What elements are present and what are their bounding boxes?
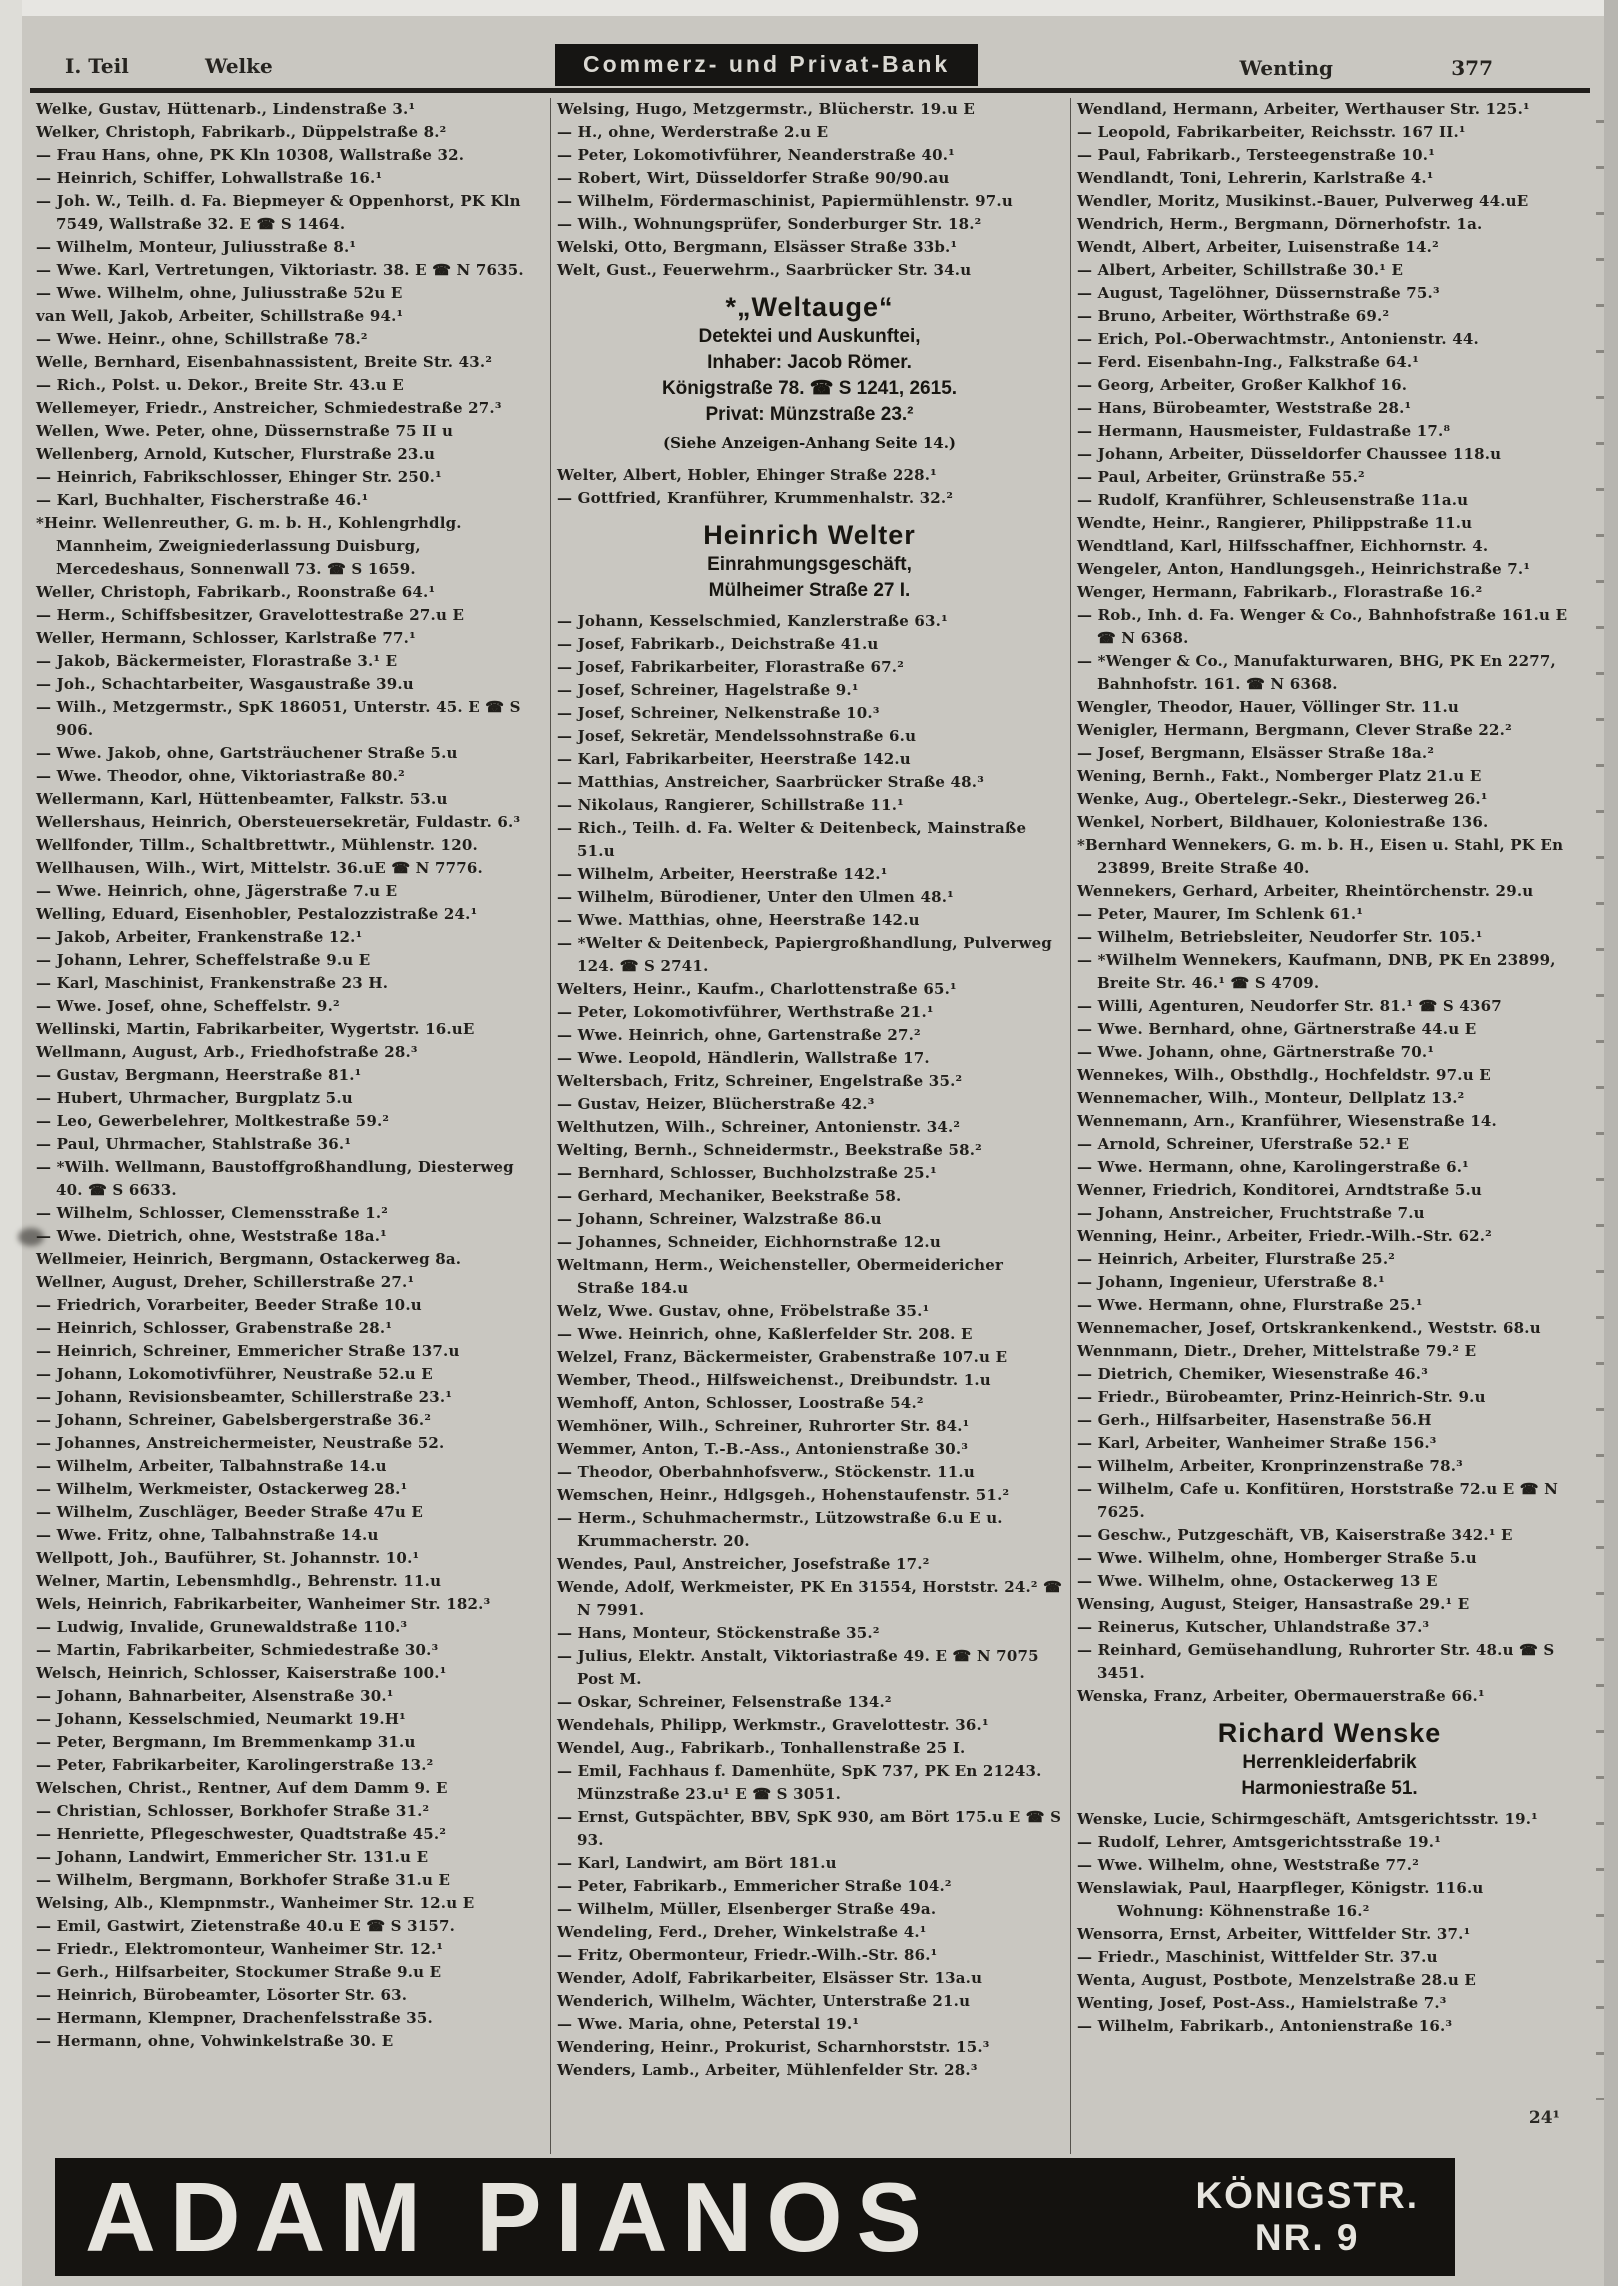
directory-entry: — Geschw., Putzgeschäft, VB, Kaiserstraße 342.¹ E — [1077, 1526, 1513, 1544]
page-header — [40, 44, 1588, 86]
directory-entry: — Wilhelm, Arbeiter, Kronprinzenstraße 78.³ — [1077, 1457, 1463, 1475]
directory-entry: — Johann, Schreiner, Gabelsbergerstraße 36.² — [36, 1411, 432, 1429]
directory-column-2 — [550, 98, 1070, 2154]
directory-entry: — Wilhelm, Bürodiener, Unter den Ulmen 48.¹ — [557, 888, 954, 906]
directory-entry: — Johannes, Schneider, Eichhornstraße 12.u — [557, 1233, 941, 1251]
directory-entry: Wellner, August, Dreher, Schillerstraße 27.¹ — [36, 1273, 415, 1291]
directory-entry: — Gottfried, Kranführer, Krummenhalstr. 32.² — [557, 489, 954, 507]
scan-edge-right — [1604, 0, 1618, 2286]
directory-entry: — Wilhelm, Fördermaschinist, Papiermühlenstr. 97.u — [557, 192, 1013, 210]
directory-entry: — Wwe. Jakob, ohne, Gartsträuchener Straße 5.u — [36, 744, 458, 762]
directory-entry: Wengler, Theodor, Hauer, Völlinger Str. 11.u — [1077, 698, 1459, 716]
directory-entry: — Christian, Schlosser, Borkhofer Straße 31.² — [36, 1802, 430, 1820]
directory-entry: Wennekes, Wilh., Obsthdlg., Hochfeldstr. 97.u E — [1077, 1066, 1491, 1084]
directory-entry: — Dietrich, Chemiker, Wiesenstraße 46.³ — [1077, 1365, 1428, 1383]
directory-entry: Welzel, Franz, Bäckermeister, Grabenstraße 107.u E — [557, 1348, 1008, 1366]
directory-entry: Weltersbach, Fritz, Schreiner, Engelstraße 35.² — [557, 1072, 963, 1090]
directory-entry: Wenner, Friedrich, Konditorei, Arndtstraße 5.u — [1077, 1181, 1482, 1199]
adam-pianos-ad-banner — [55, 2158, 1455, 2276]
directory-entry: — Leo, Gewerbelehrer, Moltkestraße 59.² — [36, 1112, 390, 1130]
directory-entry: — Rob., Inh. d. Fa. Wenger & Co., Bahnhofstraße 161.u E ☎ N 6368. — [1077, 606, 1568, 647]
directory-entry: — Johann, Lehrer, Scheffelstraße 9.u E — [36, 951, 371, 969]
directory-entry: — Wwe. Matthias, ohne, Heerstraße 142.u — [557, 911, 920, 929]
directory-entry: — Peter, Fabrikarbeiter, Karolingerstraße 13.² — [36, 1756, 434, 1774]
directory-entry: Wennmann, Dietr., Dreher, Mittelstraße 79.² E — [1077, 1342, 1477, 1360]
directory-entry: Welz, Wwe. Gustav, ohne, Fröbelstraße 35.¹ — [557, 1302, 930, 1320]
directory-entry: Wellinski, Martin, Fabrikarbeiter, Wygertstr. 16.uE — [36, 1020, 475, 1038]
directory-entry: — Friedrich, Vorarbeiter, Beeder Straße 10.u — [36, 1296, 422, 1314]
directory-entry: — *Welter & Deitenbeck, Papiergroßhandlung, Pulverweg 124. ☎ S 2741. — [557, 934, 1052, 975]
directory-entry: — Joh., Schachtarbeiter, Wasgaustraße 39.u — [36, 675, 414, 693]
directory-entry: — Wwe. Maria, ohne, Peterstal 19.¹ — [557, 2015, 860, 2033]
directory-entry: Wendt, Albert, Arbeiter, Luisenstraße 14.² — [1077, 238, 1439, 256]
directory-entry: Welters, Heinr., Kaufm., Charlottenstraße 65.¹ — [557, 980, 957, 998]
directory-entry: — Peter, Fabrikarb., Emmericher Straße 104.² — [557, 1877, 952, 1895]
directory-entry: — Frau Hans, ohne, PK Kln 10308, Wallstraße 32. — [36, 146, 465, 164]
directory-entry: — *Wilhelm Wennekers, Kaufmann, DNB, PK En 23899, Breite Str. 46.¹ ☎ S 4709. — [1077, 951, 1556, 992]
directory-entry: — Johann, Kesselschmied, Neumarkt 19.H¹ — [36, 1710, 406, 1728]
directory-entry: Wenska, Franz, Arbeiter, Obermauerstraße 66.¹ — [1077, 1687, 1485, 1705]
scan-edge-top — [0, 0, 1618, 16]
directory-entry: — Wwe. Leopold, Händlerin, Wallstraße 17. — [557, 1049, 930, 1067]
directory-entry: — Peter, Lokomotivführer, Werthstraße 21.¹ — [557, 1003, 934, 1021]
directory-entry: *Bernhard Wennekers, G. m. b. H., Eisen u. Stahl, PK En 23899, Breite Straße 40. — [1077, 836, 1564, 877]
directory-entry: Welting, Bernh., Schneidermstr., Beekstraße 58.² — [557, 1141, 982, 1159]
directory-entry: Wellmeier, Heinrich, Bergmann, Ostackerweg 8a. — [36, 1250, 462, 1268]
directory-entry: Wende, Adolf, Werkmeister, PK En 31554, Horststr. 24.² ☎ N 7991. — [557, 1578, 1062, 1619]
page-number: 377 — [1451, 56, 1493, 80]
directory-entry: Wennemacher, Wilh., Monteur, Dellplatz 13.² — [1077, 1089, 1465, 1107]
directory-entry: — Heinrich, Arbeiter, Flurstraße 25.² — [1077, 1250, 1396, 1268]
directory-entry: Wengeler, Anton, Handlungsgeh., Heinrichstraße 7.¹ — [1077, 560, 1531, 578]
directory-entry: — Joh. W., Teilh. d. Fa. Biepmeyer & Oppenhorst, PK Kln 7549, Wallstraße 32. E ☎ S 1464. — [36, 192, 521, 233]
directory-entry: — Wwe. Bernhard, ohne, Gärtnerstraße 44.u E — [1077, 1020, 1477, 1038]
directory-entry: — Heinrich, Fabrikschlosser, Ehinger Str. 250.¹ — [36, 468, 442, 486]
directory-entry: — Albert, Arbeiter, Schillstraße 30.¹ E — [1077, 261, 1404, 279]
directory-entry: — Wwe. Josef, ohne, Scheffelstr. 9.² — [36, 997, 340, 1015]
ad-line: (Siehe Anzeigen-Anhang Seite 14.) — [662, 434, 957, 452]
directory-entry: — Wilhelm, Zuschläger, Beeder Straße 47u E — [36, 1503, 424, 1521]
directory-entry: Wenske, Lucie, Schirmgeschäft, Amtsgerichtsstr. 19.¹ — [1077, 1810, 1538, 1828]
directory-entry: — Rudolf, Lehrer, Amtsgerichtsstraße 19.¹ — [1077, 1833, 1442, 1851]
directory-entry: Wennemacher, Josef, Ortskrankenkend., Weststr. 68.u — [1077, 1319, 1541, 1337]
directory-entry: — Rudolf, Kranführer, Schleusenstraße 11a.u — [1077, 491, 1469, 509]
directory-entry: Wels, Heinrich, Fabrikarbeiter, Wanheimer Str. 182.³ — [36, 1595, 491, 1613]
directory-entry: — Arnold, Schreiner, Uferstraße 52.¹ E — [1077, 1135, 1410, 1153]
directory-entry: — Hermann, Hausmeister, Fuldastraße 17.⁸ — [1077, 422, 1451, 440]
directory-entry: Wendland, Hermann, Arbeiter, Werthauser Str. 125.¹ — [1077, 100, 1530, 118]
directory-entry: Wember, Theod., Hilfsweichenst., Dreibundstr. 1.u — [557, 1371, 991, 1389]
directory-entry: — Herm., Schuhmachermstr., Lützowstraße 6.u E u. Krummacherstr. 20. — [557, 1509, 1003, 1550]
directory-entry: — Wwe. Wilhelm, ohne, Homberger Straße 5.u — [1077, 1549, 1477, 1567]
directory-entry: Wendes, Paul, Anstreicher, Josefstraße 17.² — [557, 1555, 930, 1573]
ad-address-text — [1195, 2175, 1455, 2259]
directory-entry: — Gerh., Hilfsarbeiter, Stockumer Straße 9.u E — [36, 1963, 442, 1981]
directory-entry: — Martin, Fabrikarbeiter, Schmiedestraße 30.³ — [36, 1641, 439, 1659]
directory-entry: — Friedr., Elektromonteur, Wanheimer Str. 12.¹ — [36, 1940, 444, 1958]
directory-entry: — Josef, Fabrikarbeiter, Florastraße 67.² — [557, 658, 904, 676]
directory-entry: — Johann, Revisionsbeamter, Schillerstraße 23.¹ — [36, 1388, 453, 1406]
directory-entry: Welthutzen, Wilh., Schreiner, Antonienstr. 34.² — [557, 1118, 961, 1136]
ad-line: Richard Wenske — [1217, 1718, 1442, 1748]
directory-entry: — Hans, Monteur, Stöckenstraße 35.² — [557, 1624, 880, 1642]
directory-entry: — Wilhelm, Monteur, Juliusstraße 8.¹ — [36, 238, 357, 256]
directory-entry: Wendehals, Philipp, Werkmstr., Gravelottestr. 36.¹ — [557, 1716, 989, 1734]
directory-entry: — Heinrich, Schiffer, Lohwallstraße 16.¹ — [36, 169, 383, 187]
ad-line: Mülheimer Straße 27 I. — [708, 580, 911, 601]
directory-entry: — Oskar, Schreiner, Felsenstraße 134.² — [557, 1693, 892, 1711]
directory-entry: Wenke, Aug., Obertelegr.-Sekr., Diesterweg 26.¹ — [1077, 790, 1488, 808]
directory-entry: Wennemann, Arn., Kranführer, Wiesenstraße 14. — [1077, 1112, 1497, 1130]
directory-entry: van Well, Jakob, Arbeiter, Schillstraße 94.¹ — [36, 307, 404, 325]
directory-entry: — Emil, Gastwirt, Zietenstraße 40.u E ☎ S 3157. — [36, 1917, 456, 1935]
directory-entry: — Josef, Fabrikarb., Deichstraße 41.u — [557, 635, 879, 653]
directory-entry: — Karl, Landwirt, am Bört 181.u — [557, 1854, 837, 1872]
richard-wenske-ad — [1077, 1716, 1582, 1802]
directory-entry: Wellmann, August, Arb., Friedhofstraße 28.³ — [36, 1043, 418, 1061]
directory-entry: — Herm., Schiffsbesitzer, Gravelottestraße 27.u E — [36, 606, 465, 624]
directory-entry: Wendering, Heinr., Prokurist, Scharnhorststr. 15.³ — [557, 2038, 990, 2056]
directory-entry: Wendler, Moritz, Musikinst.-Bauer, Pulverweg 44.uE — [1077, 192, 1529, 210]
header-rule — [30, 88, 1590, 93]
directory-entry: — Peter, Bergmann, Im Bremmenkamp 31.u — [36, 1733, 416, 1751]
directory-entry: Weltmann, Herm., Weichensteller, Obermeidericher Straße 184.u — [557, 1256, 1004, 1297]
directory-entry: Welling, Eduard, Eisenhobler, Pestalozzistraße 24.¹ — [36, 905, 478, 923]
ad-line: Einrahmungsgeschäft, — [707, 554, 912, 575]
directory-entry: — Rich., Teilh. d. Fa. Welter & Deitenbeck, Mainstraße 51.u — [557, 819, 1027, 860]
directory-entry: Wemmer, Anton, T.-B.-Ass., Antonienstraße 30.³ — [557, 1440, 969, 1458]
directory-column-3 — [1070, 98, 1590, 2154]
directory-entry: Wellershaus, Heinrich, Obersteuersekretär, Fuldastr. 6.³ — [36, 813, 521, 831]
ad-line: *„Weltauge“ — [725, 292, 894, 322]
first-entry-keyword: Welke — [205, 54, 273, 78]
directory-entry: — Bernhard, Schlosser, Buchholzstraße 25.¹ — [557, 1164, 937, 1182]
ad-address-line1: KÖNIGSTR. — [1195, 2175, 1419, 2216]
directory-entry: — Ludwig, Invalide, Grunewaldstraße 110.³ — [36, 1618, 408, 1636]
directory-entry: Wellemeyer, Friedr., Anstreicher, Schmiedestraße 27.³ — [36, 399, 502, 417]
directory-entry: Wendel, Aug., Fabrikarb., Tonhallenstraße 25 I. — [557, 1739, 966, 1757]
ad-line: Königstraße 78. ☎ S 1241, 2615. — [661, 378, 958, 399]
directory-entry: — Wilhelm, Werkmeister, Ostackerweg 28.¹ — [36, 1480, 408, 1498]
page-edge-marks — [1596, 120, 1604, 2100]
directory-column-1 — [30, 98, 550, 2154]
scan-edge-left — [0, 0, 22, 2286]
directory-entry: — Paul, Arbeiter, Grünstraße 55.² — [1077, 468, 1365, 486]
directory-entry: Wenning, Heinr., Arbeiter, Friedr.-Wilh.-Str. 62.² — [1077, 1227, 1492, 1245]
directory-entry: Wellhausen, Wilh., Wirt, Mittelstr. 36.uE ☎ N 7776. — [36, 859, 483, 877]
directory-entry: — Wilhelm, Bergmann, Borkhofer Straße 31.u E — [36, 1871, 451, 1889]
directory-entry: — Wwe. Heinrich, ohne, Gartenstraße 27.² — [557, 1026, 921, 1044]
directory-entry: — Julius, Elektr. Anstalt, Viktoriastraße 49. E ☎ N 7075 Post M. — [557, 1647, 1039, 1688]
directory-entry: — Johann, Kesselschmied, Kanzlerstraße 63.¹ — [557, 612, 948, 630]
directory-entry: Weller, Hermann, Schlosser, Karlstraße 77.¹ — [36, 629, 416, 647]
directory-entry: Wender, Adolf, Fabrikarbeiter, Elsässer Str. 13a.u — [557, 1969, 983, 1987]
directory-entry: Wening, Bernh., Fakt., Nomberger Platz 21.u E — [1077, 767, 1482, 785]
directory-entry: Welsch, Heinrich, Schlosser, Kaiserstraße 100.¹ — [36, 1664, 447, 1682]
directory-entry: Wenger, Hermann, Fabrikarb., Florastraße 16.² — [1077, 583, 1483, 601]
directory-entry: — H., ohne, Werderstraße 2.u E — [557, 123, 829, 141]
directory-entry: — Ernst, Gutspächter, BBV, SpK 930, am Bört 175.u E ☎ S 93. — [557, 1808, 1062, 1849]
directory-entry: Welke, Gustav, Hüttenarb., Lindenstraße 3.¹ — [36, 100, 416, 118]
directory-entry: Wendte, Heinr., Rangierer, Philippstraße 11.u — [1077, 514, 1473, 532]
directory-entry: Welt, Gust., Feuerwehrm., Saarbrücker Str. 34.u — [557, 261, 972, 279]
directory-entry: Wensing, August, Steiger, Hansastraße 29.¹ E — [1077, 1595, 1470, 1613]
directory-entry: — Josef, Schreiner, Nelkenstraße 10.³ — [557, 704, 880, 722]
directory-entry: Wemhoff, Anton, Schlosser, Loostraße 54.² — [557, 1394, 924, 1412]
directory-entry: — Hubert, Uhrmacher, Burgplatz 5.u — [36, 1089, 353, 1107]
directory-entry: — Gustav, Heizer, Blücherstraße 42.³ — [557, 1095, 875, 1113]
ad-line: Privat: Münzstraße 23.² — [705, 404, 914, 425]
directory-entry: — Leopold, Fabrikarbeiter, Reichsstr. 167 II.¹ — [1077, 123, 1466, 141]
directory-entry: Wendtland, Karl, Hilfsschaffner, Eichhornstr. 4. — [1077, 537, 1489, 555]
directory-entry: — Paul, Uhrmacher, Stahlstraße 36.¹ — [36, 1135, 352, 1153]
directory-entry: — Karl, Arbeiter, Wanheimer Straße 156.³ — [1077, 1434, 1437, 1452]
directory-entry: — Wwe. Heinr., ohne, Schillstraße 78.² — [36, 330, 368, 348]
directory-entry: — Johann, Landwirt, Emmericher Str. 131.u E — [36, 1848, 429, 1866]
directory-entry: — Johann, Lokomotivführer, Neustraße 52.u E — [36, 1365, 433, 1383]
directory-entry: — Wilhelm, Fabrikarb., Antonienstraße 16.³ — [1077, 2017, 1453, 2035]
directory-entry: — Wwe. Dietrich, ohne, Weststraße 18a.¹ — [36, 1227, 387, 1245]
directory-entry: — Hermann, Klempner, Drachenfelsstraße 35. — [36, 2009, 433, 2027]
directory-entry: — Karl, Maschinist, Frankenstraße 23 H. — [36, 974, 389, 992]
directory-entry: — Henriette, Pflegeschwester, Quadtstraße 45.² — [36, 1825, 447, 1843]
directory-entry: — Ferd. Eisenbahn-Ing., Falkstraße 64.¹ — [1077, 353, 1420, 371]
directory-entry: — Johann, Ingenieur, Uferstraße 8.¹ — [1077, 1273, 1385, 1291]
directory-entry: Wennekers, Gerhard, Arbeiter, Rheintörchenstr. 29.u — [1077, 882, 1534, 900]
directory-entry: — Jakob, Bäckermeister, Florastraße 3.¹ E — [36, 652, 398, 670]
directory-entry: Wenting, Josef, Post-Ass., Hamielstraße 7.³ — [1077, 1994, 1447, 2012]
directory-entry: — *Wilh. Wellmann, Baustoffgroßhandlung, Diesterweg 40. ☎ S 6633. — [36, 1158, 514, 1199]
directory-entry: Wenslawiak, Paul, Haarpfleger, Königstr. 116.u — [1077, 1879, 1484, 1897]
directory-entry: — Johannes, Anstreichermeister, Neustraße 52. — [36, 1434, 445, 1452]
directory-entry: — Johann, Bahnarbeiter, Alsenstraße 30.¹ — [36, 1687, 394, 1705]
directory-entry: — Johann, Arbeiter, Düsseldorfer Chaussee 118.u — [1077, 445, 1502, 463]
directory-entry: Wensorra, Ernst, Arbeiter, Wittfelder Str. 37.¹ — [1077, 1925, 1471, 1943]
directory-entry: — Wilhelm, Schlosser, Clemensstraße 1.² — [36, 1204, 389, 1222]
directory-entry: Wenta, August, Postbote, Menzelstraße 28.u E — [1077, 1971, 1477, 1989]
directory-entry: Wellfonder, Tillm., Schaltbrettwtr., Mühlenstr. 120. — [36, 836, 478, 854]
directory-entry: — Josef, Sekretär, Mendelssohnstraße 6.u — [557, 727, 917, 745]
ad-address-line2: NR. 9 — [1254, 2217, 1360, 2258]
directory-entry: — Wwe. Hermann, ohne, Karolingerstraße 6.¹ — [1077, 1158, 1469, 1176]
directory-entry: — Willi, Agenturen, Neudorfer Str. 81.¹ ☎ S 4367 — [1077, 997, 1502, 1015]
directory-entry: — Wilh., Metzgermstr., SpK 186051, Unterstr. 45. E ☎ S 906. — [36, 698, 521, 739]
directory-entry: — Johann, Schreiner, Walzstraße 86.u — [557, 1210, 882, 1228]
directory-entry: Wellenberg, Arnold, Kutscher, Flurstraße 23.u — [36, 445, 436, 463]
directory-entry: Wellen, Wwe. Peter, ohne, Düssernstraße 75 II u — [36, 422, 454, 440]
directory-entry: — Wilhelm, Arbeiter, Talbahnstraße 14.u — [36, 1457, 387, 1475]
directory-entry: — Wwe. Wilhelm, ohne, Ostackerweg 13 E — [1077, 1572, 1438, 1590]
directory-entry: Wendlandt, Toni, Lehrerin, Karlstraße 4.¹ — [1077, 169, 1434, 187]
directory-entry: Wenders, Lamb., Arbeiter, Mühlenfelder Str. 28.³ — [557, 2061, 978, 2079]
directory-entry: — Karl, Buchhalter, Fischerstraße 46.¹ — [36, 491, 369, 509]
directory-entry: — Erich, Pol.-Oberwachtmstr., Antonienstr. 44. — [1077, 330, 1479, 348]
directory-entry: — Robert, Wirt, Düsseldorfer Straße 90/90.au — [557, 169, 950, 187]
directory-entry: — Karl, Fabrikarbeiter, Heerstraße 142.u — [557, 750, 911, 768]
directory-entry: — Matthias, Anstreicher, Saarbrücker Straße 48.³ — [557, 773, 984, 791]
directory-entry: — Johann, Anstreicher, Fruchtstraße 7.u — [1077, 1204, 1425, 1222]
directory-entry: Welsing, Hugo, Metzgermstr., Blücherstr. 19.u E — [557, 100, 975, 118]
directory-entry: — Wwe. Hermann, ohne, Flurstraße 25.¹ — [1077, 1296, 1423, 1314]
directory-entry: — Wwe. Heinrich, ohne, Kaßlerfelder Str. 208. E — [557, 1325, 973, 1343]
directory-entry: — Hans, Bürobeamter, Weststraße 28.¹ — [1077, 399, 1412, 417]
directory-entry: — Wwe. Theodor, ohne, Viktoriastraße 80.² — [36, 767, 405, 785]
ad-brand-text: ADAM PIANOS — [85, 2162, 936, 2272]
directory-entry: — Peter, Maurer, Im Schlenk 61.¹ — [1077, 905, 1364, 923]
directory-entry: — Hermann, ohne, Vohwinkelstraße 30. E — [36, 2032, 394, 2050]
directory-entry: Wellermann, Karl, Hüttenbeamter, Falkstr. 53.u — [36, 790, 448, 808]
directory-entry: Welter, Albert, Hobler, Ehinger Straße 228.¹ — [557, 466, 937, 484]
directory-entry: — August, Tagelöhner, Düssernstraße 75.³ — [1077, 284, 1440, 302]
directory-entry: Weller, Christoph, Fabrikarb., Roonstraße 64.¹ — [36, 583, 436, 601]
directory-entry: — Theodor, Oberbahnhofsverw., Stöckenstr. 11.u — [557, 1463, 975, 1481]
heinrich-welter-ad — [557, 518, 1062, 604]
directory-entry: Wenigler, Hermann, Bergmann, Clever Straße 22.² — [1077, 721, 1512, 739]
directory-entry: — Bruno, Arbeiter, Wörthstraße 69.² — [1077, 307, 1390, 325]
directory-entry: — Reinhard, Gemüsehandlung, Ruhrorter Str. 48.u ☎ S 3451. — [1077, 1641, 1555, 1682]
directory-entry: Wenderich, Wilhelm, Wächter, Unterstraße 21.u — [557, 1992, 971, 2010]
section-label: I. Teil — [65, 54, 129, 78]
directory-entry: — Fritz, Obermonteur, Friedr.-Wilh.-Str. 86.¹ — [557, 1946, 938, 1964]
directory-entry: — Wwe. Wilhelm, ohne, Weststraße 77.² — [1077, 1856, 1419, 1874]
directory-entry: Welsing, Alb., Klempnmstr., Wanheimer Str. 12.u E — [36, 1894, 475, 1912]
last-entry-keyword: Wenting — [1239, 56, 1333, 80]
directory-entry: — Wilhelm, Betriebsleiter, Neudorfer Str. 105.¹ — [1077, 928, 1483, 946]
directory-entry: — Wilhelm, Cafe u. Konfitüren, Horststraße 72.u E ☎ N 7625. — [1077, 1480, 1558, 1521]
directory-entry: Welski, Otto, Bergmann, Elsässer Straße 33b.¹ — [557, 238, 958, 256]
directory-entry: — Friedr., Maschinist, Wittfelder Str. 37.u — [1077, 1948, 1438, 1966]
directory-entry: — Rich., Polst. u. Dekor., Breite Str. 43.u E — [36, 376, 404, 394]
directory-entry: — Wwe. Fritz, ohne, Talbahnstraße 14.u — [36, 1526, 379, 1544]
directory-entry: — Wwe. Karl, Vertretungen, Viktoriastr. 38. E ☎ N 7635. — [36, 261, 524, 279]
directory-entry: Wendrich, Herm., Bergmann, Dörnerhofstr. 1a. — [1077, 215, 1483, 233]
directory-entry: — Heinrich, Schlosser, Grabenstraße 28.¹ — [36, 1319, 393, 1337]
directory-entry: Welker, Christoph, Fabrikarb., Düppelstraße 8.² — [36, 123, 447, 141]
directory-entry: — Wilh., Wohnungsprüfer, Sonderburger Str. 18.² — [557, 215, 982, 233]
directory-entry: — Nikolaus, Rangierer, Schillstraße 11.¹ — [557, 796, 904, 814]
directory-entry: — Wilhelm, Müller, Elsenberger Straße 49a. — [557, 1900, 937, 1918]
directory-entry: — Emil, Fachhaus f. Damenhüte, SpK 737, PK En 21243. Münzstraße 23.u¹ E ☎ S 3051. — [557, 1762, 1042, 1803]
directory-entry: — Peter, Lokomotivführer, Neanderstraße 40.¹ — [557, 146, 955, 164]
directory-entry: — Gerhard, Mechaniker, Beekstraße 58. — [557, 1187, 902, 1205]
directory-entry: Wemhöner, Wilh., Schreiner, Ruhrorter Str. 84.¹ — [557, 1417, 970, 1435]
directory-entry: Wohnung: Köhnenstraße 16.² — [1117, 1902, 1370, 1920]
commerz-bank-ad-banner: Commerz- und Privat-Bank — [555, 44, 978, 86]
directory-entry: — Wilhelm, Arbeiter, Heerstraße 142.¹ — [557, 865, 888, 883]
directory-entry: Welschen, Christ., Rentner, Auf dem Damm 9. E — [36, 1779, 448, 1797]
ad-line: Harmoniestraße 51. — [1241, 1778, 1418, 1799]
directory-entry: — Wwe. Wilhelm, ohne, Juliusstraße 52u E — [36, 284, 403, 302]
directory-columns — [30, 98, 1590, 2154]
directory-entry: — Paul, Fabrikarb., Tersteegenstraße 10.¹ — [1077, 146, 1435, 164]
directory-entry: — Reinerus, Kutscher, Uhlandstraße 37.³ — [1077, 1618, 1430, 1636]
directory-entry: Wemschen, Heinr., Hdlgsgeh., Hohenstaufenstr. 51.² — [557, 1486, 1010, 1504]
directory-entry: — Gerh., Hilfsarbeiter, Hasenstraße 56.H — [1077, 1411, 1432, 1429]
directory-entry: Welle, Bernhard, Eisenbahnassistent, Breite Str. 43.² — [36, 353, 493, 371]
directory-entry: — *Wenger & Co., Manufakturwaren, BHG, PK En 2277, Bahnhofstr. 161. ☎ N 6368. — [1077, 652, 1556, 693]
ad-line: Herrenkleiderfabrik — [1242, 1752, 1417, 1773]
directory-entry: *Heinr. Wellenreuther, G. m. b. H., Kohlengrhdlg. Mannheim, Zweigniederlassung Duisburg, Mercedeshaus, Sonnenwall 73. ☎ S 1659. — [36, 514, 462, 578]
ad-line: Heinrich Welter — [703, 520, 916, 550]
directory-entry: Welner, Martin, Lebensmhdlg., Behrenstr. 11.u — [36, 1572, 442, 1590]
ad-line: Detektei und Auskunftei, — [698, 326, 921, 347]
directory-entry: Wenkel, Norbert, Bildhauer, Koloniestraße 136. — [1077, 813, 1489, 831]
directory-entry: — Heinrich, Bürobeamter, Lösorter Str. 63. — [36, 1986, 408, 2004]
directory-entry: — Friedr., Bürobeamter, Prinz-Heinrich-Str. 9.u — [1077, 1388, 1486, 1406]
directory-entry: — Wwe. Heinrich, ohne, Jägerstraße 7.u E — [36, 882, 398, 900]
directory-entry: — Josef, Bergmann, Elsässer Straße 18a.² — [1077, 744, 1435, 762]
directory-entry: — Georg, Arbeiter, Großer Kalkhof 16. — [1077, 376, 1408, 394]
directory-entry: Wendeling, Ferd., Dreher, Winkelstraße 4.¹ — [557, 1923, 927, 1941]
directory-entry: Wellpott, Joh., Bauführer, St. Johannstr. 10.¹ — [36, 1549, 420, 1567]
directory-entry: — Heinrich, Schreiner, Emmericher Straße 137.u — [36, 1342, 460, 1360]
directory-entry: — Gustav, Bergmann, Heerstraße 81.¹ — [36, 1066, 362, 1084]
directory-entry: — Wwe. Johann, ohne, Gärtnerstraße 70.¹ — [1077, 1043, 1435, 1061]
ad-line: Inhaber: Jacob Römer. — [707, 352, 912, 373]
directory-entry: — Josef, Schreiner, Hagelstraße 9.¹ — [557, 681, 859, 699]
printer-signature-mark: 24¹ — [1528, 2108, 1560, 2128]
weltauge-ad — [557, 290, 1062, 458]
directory-entry: — Jakob, Arbeiter, Frankenstraße 12.¹ — [36, 928, 363, 946]
